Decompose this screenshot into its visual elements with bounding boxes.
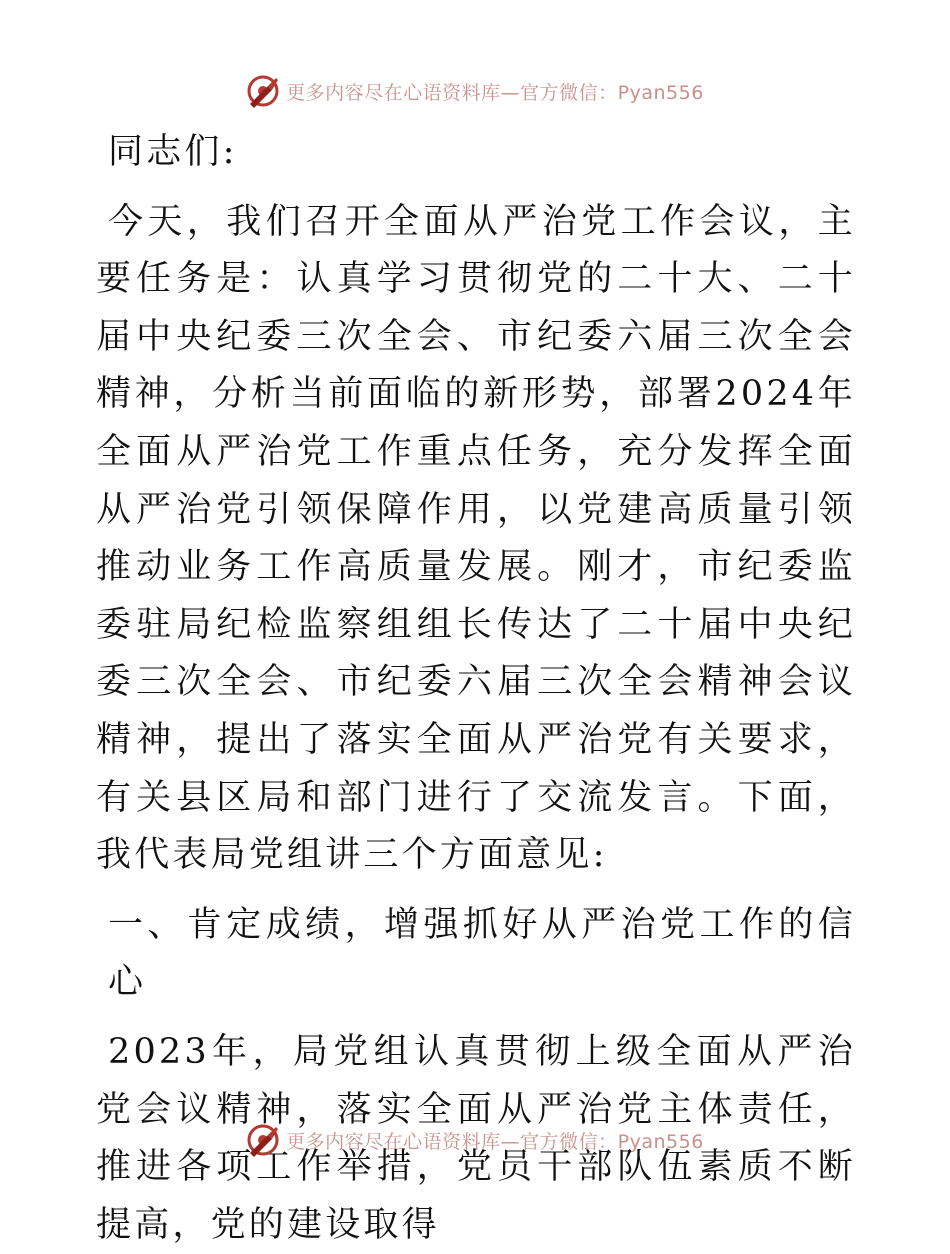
document-body: [96, 124, 856, 1254]
section-heading: 一、肯定成绩，增强抓好从严治党工作的信心: [108, 904, 856, 1003]
footer-watermark: [0, 1118, 950, 1162]
greeting: 同志们:: [108, 132, 238, 172]
pen-logo-icon: [246, 74, 280, 108]
header-watermark: [0, 69, 950, 113]
watermark-text: 更多内容尽在心语资料库—官方微信：Pyan556: [286, 1130, 704, 1153]
paragraph-achievements: 2023年，局党组认真贯彻上级全面从严治党会议精神，落实全面从严治党主体责任，推进各项工作举措，党员干部队伍素质不断提高，党的建设取得: [96, 1031, 856, 1245]
watermark-text: 更多内容尽在心语资料库—官方微信：Pyan556: [286, 81, 704, 104]
paragraph-intro: 今天，我们召开全面从严治党工作会议，主要任务是：认真学习贯彻党的二十大、二十届中央纪委三次全会、市纪委六届三次全会精神，分析当前面临的新形势，部署2024年全面从严治党工作重点任务，充分发挥全面从严治党引领保障作用，以党建高质量引领推动业务工作高质量发展。刚才，市纪委监委驻局纪检监察组组长传达了二十届中央纪委三次全会、市纪委六届三次全会精神会议精神，提出了落实全面从严治党有关要求，有关县区局和部门进行了交流发言。下面，我代表局党组讲三个方面意见:: [96, 201, 856, 876]
pen-logo-icon: [246, 1123, 280, 1157]
